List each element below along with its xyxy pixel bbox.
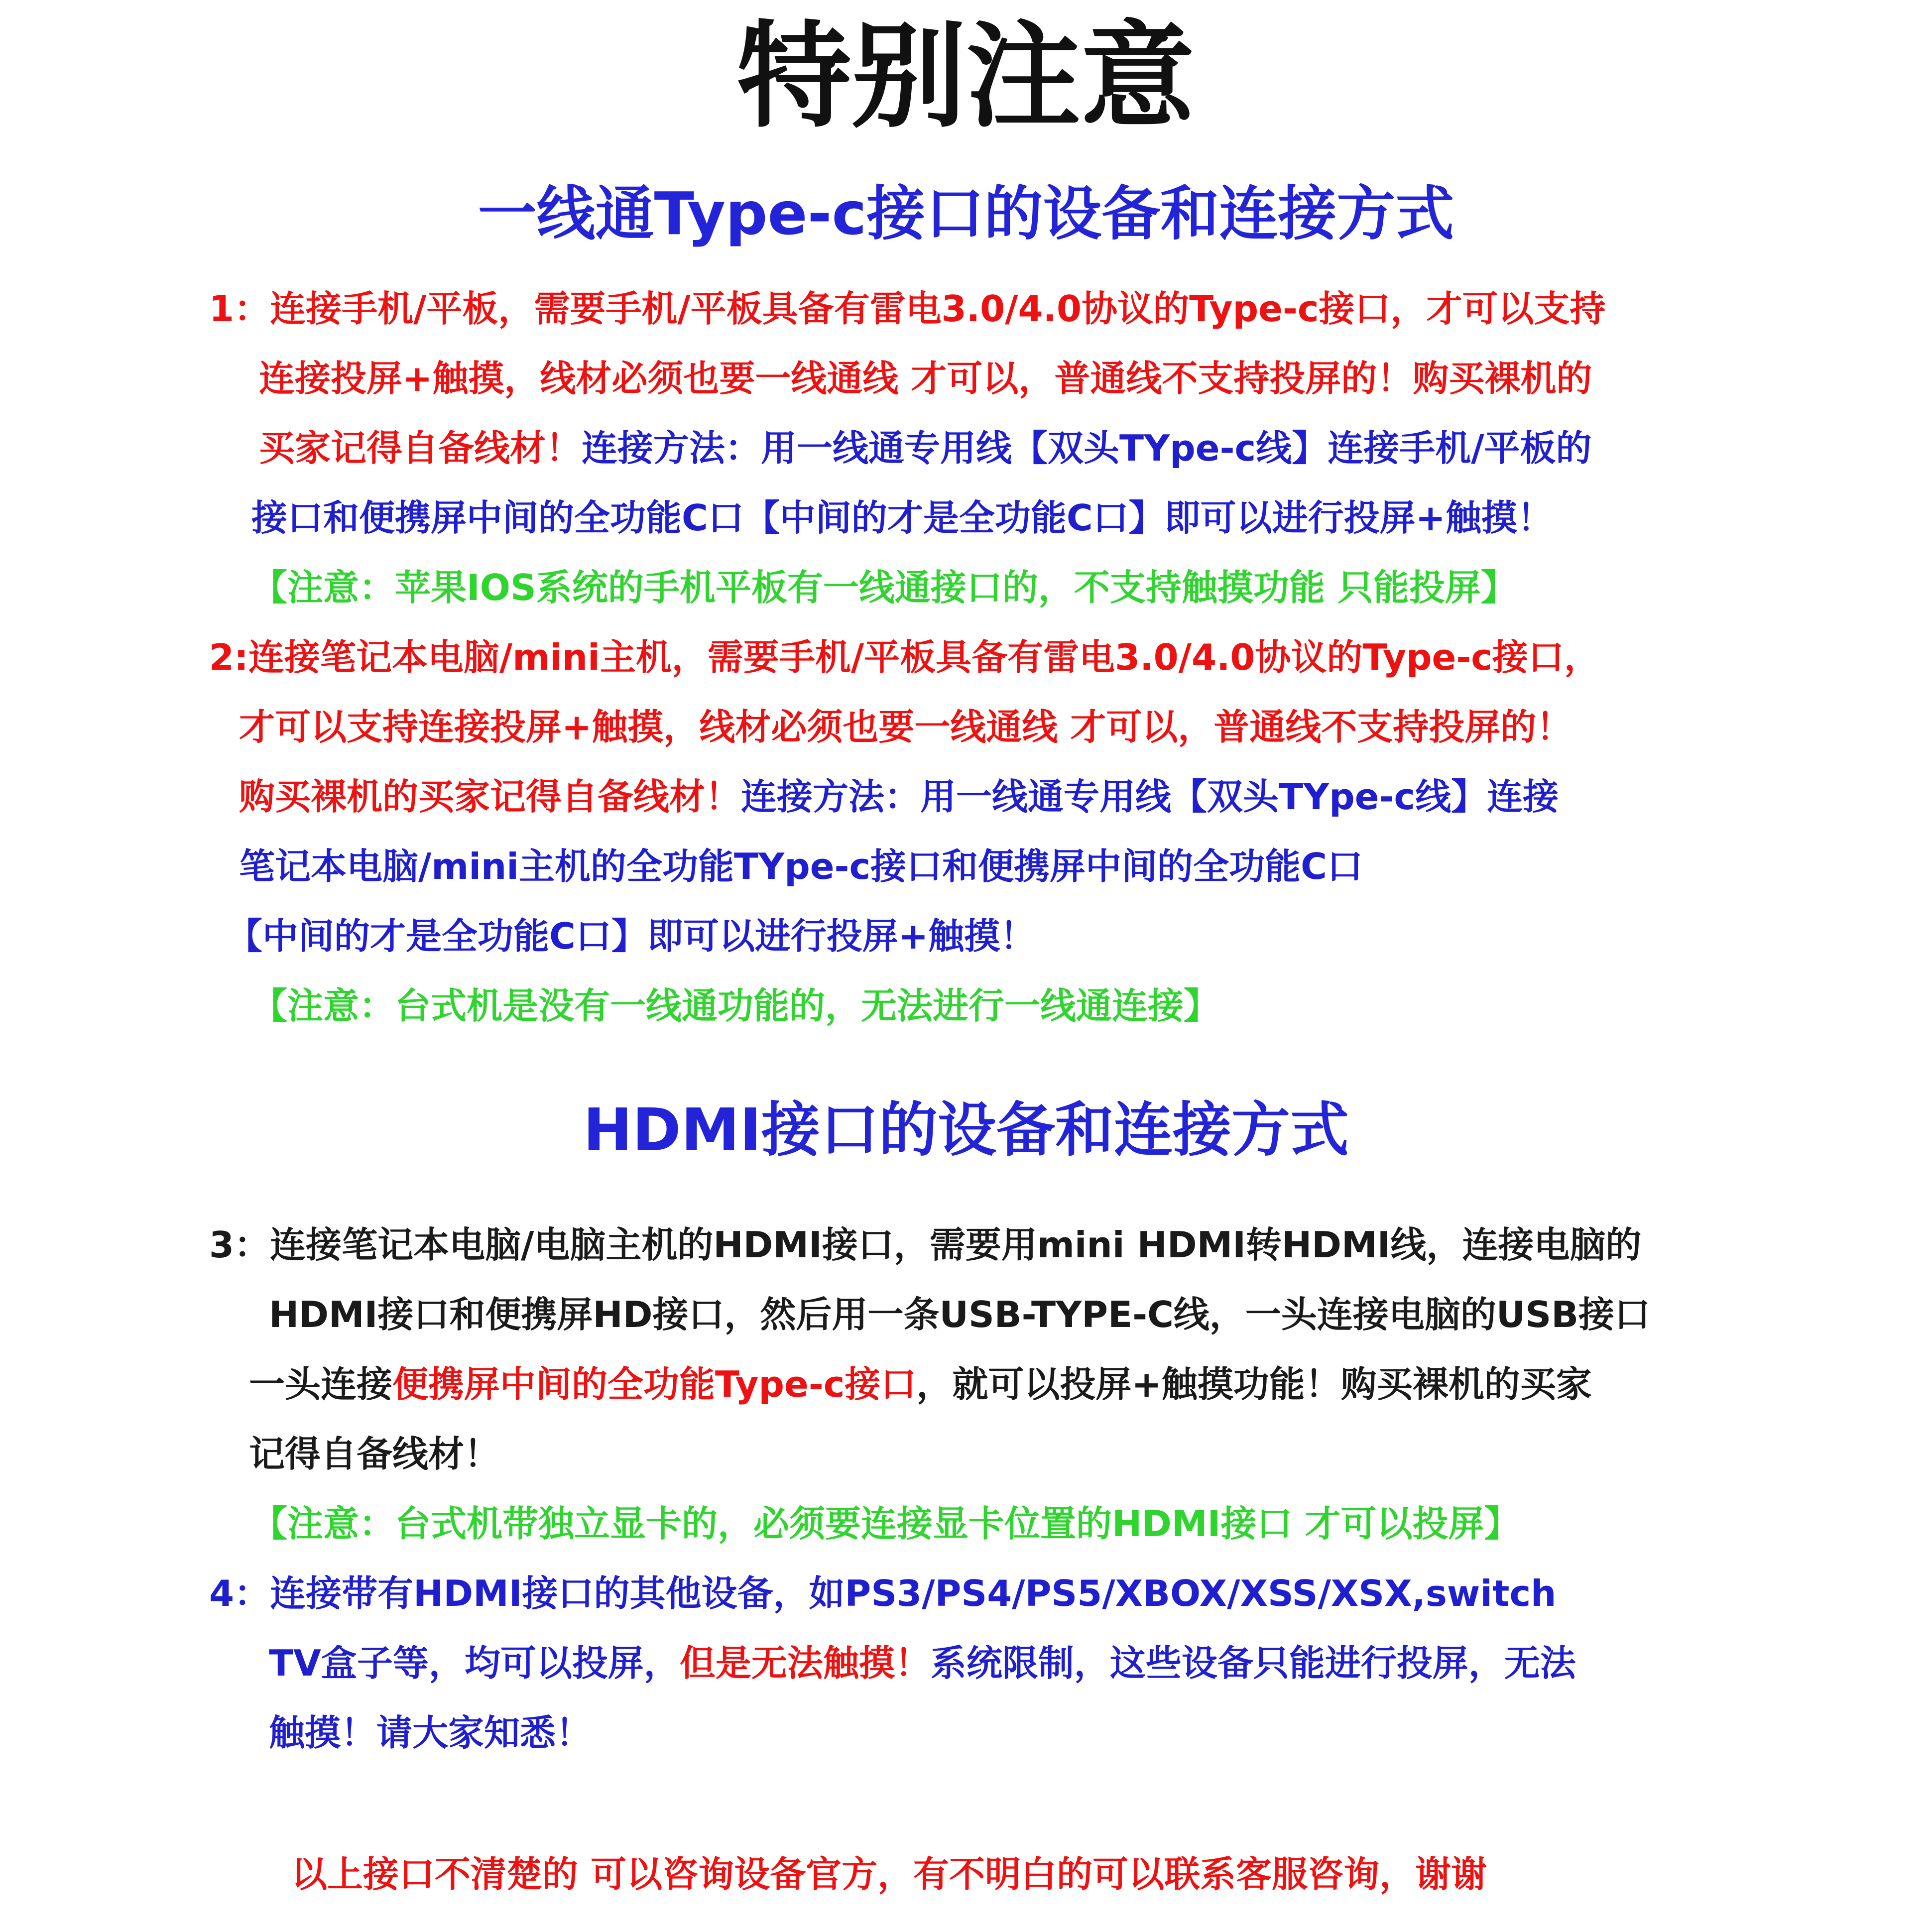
item3-line3-red: 便携屏中间的全功能Type-c接口 [392,1363,917,1405]
item2-line1: 2:连接笔记本电脑/mini主机，需要手机/平板具备有雷电3.0/4.0协议的Type-c接口， [209,636,1600,678]
item3-line3-b: ，就可以投屏+触摸功能！购买裸机的买家 [916,1363,1592,1405]
item1-line1: 1：连接手机/平板，需要手机/平板具备有雷电3.0/4.0协议的Type-c接口，才可以支持 [209,288,1606,330]
item1-note: 【注意：苹果IOS系统的手机平板有一线通接口的，不支持触摸功能 只能投屏】 [251,567,1517,608]
item1-line4: 接口和便携屏中间的全功能C口【中间的才是全功能C口】即可以进行投屏+触摸！ [251,497,1554,539]
item1-line2: 连接投屏+触摸，线材必须也要一线通线 才可以，普通线不支持投屏的！购买裸机的 [259,358,1592,399]
item3-line1: 3：连接笔记本电脑/电脑主机的HDMI接口，需要用mini HDMI转HDMI线，连接电脑的 [209,1224,1642,1266]
item4-line2 [269,1642,1576,1684]
item3-note: 【注意：台式机带独立显卡的，必须要连接显卡位置的HDMI接口 才可以投屏】 [251,1503,1520,1545]
item3-line3 [249,1363,1592,1405]
item4-line3: 触摸！请大家知悉！ [269,1712,592,1754]
item2-line3-blue: 连接方法：用一线通专用线【双头TYpe-c线】连接 [741,776,1559,818]
item4-line2-b: 系统限制，这些设备只能进行投屏，无法 [930,1642,1576,1684]
item2-line3 [239,776,1559,818]
item3-line2: HDMI接口和便携屏HD接口，然后用一条USB-TYPE-C线，一头连接电脑的USB接口 [269,1294,1651,1335]
item2-line5: 【中间的才是全功能C口】即可以进行投屏+触摸！ [227,915,1036,957]
item2-line3-red: 购买裸机的买家记得自备线材！ [239,776,741,818]
item1-line3-blue: 连接方法：用一线通专用线【双头TYpe-c线】连接手机/平板的 [582,427,1592,469]
item2-line4: 笔记本电脑/mini主机的全功能TYpe-c接口和便携屏中间的全功能C口 [239,845,1363,887]
item2-note: 【注意：台式机是没有一线通功能的，无法进行一线通连接】 [251,985,1220,1027]
item3-line3-a: 一头连接 [249,1363,393,1405]
item4-line2-red: 但是无法触摸！ [679,1642,931,1684]
footer-note: 以上接口不清楚的 可以咨询设备官方，有不明白的可以联系客服咨询，谢谢 [291,1853,1487,1895]
item3-line4: 记得自备线材！ [249,1433,500,1475]
item4-line2-a: TV盒子等，均可以投屏， [269,1642,680,1684]
section1-heading: 一线通Type-c接口的设备和连接方式 [478,179,1454,248]
page-title: 特别注意 [736,10,1195,143]
item1-line3 [259,427,1592,469]
section2-heading: HDMI接口的设备和连接方式 [583,1095,1349,1164]
item1-line3-red: 买家记得自备线材！ [259,427,582,469]
item2-line2: 才可以支持连接投屏+触摸，线材必须也要一线通线 才可以，普通线不支持投屏的！ [239,706,1572,748]
item4-line1: 4：连接带有HDMI接口的其他设备，如PS3/PS4/PS5/XBOX/XSS/XSX,switch [209,1572,1557,1614]
